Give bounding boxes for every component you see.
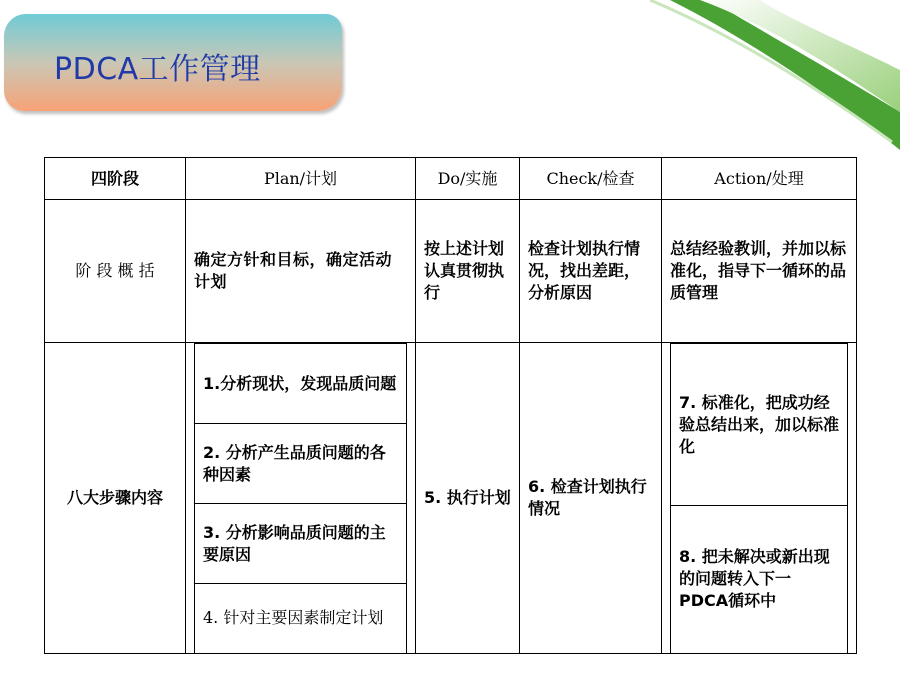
overview-check: 检查计划执行情况，找出差距，分析原因 (520, 200, 662, 343)
steps-label: 八大步骤内容 (45, 343, 186, 654)
steps-row (45, 343, 857, 654)
plan-step-2: 2. 分析产生品质问题的各种因素 (195, 424, 407, 504)
overview-action: 总结经验教训，并加以标准化，指导下一循环的品质管理 (662, 200, 857, 343)
action-step-7: 7. 标准化，把成功经验总结出来，加以标准化 (671, 344, 848, 506)
header-check: Check/检查 (520, 158, 662, 200)
steps-do: 5. 执行计划 (416, 343, 520, 654)
steps-check: 6. 检查计划执行情况 (520, 343, 662, 654)
header-action: Action/处理 (662, 158, 857, 200)
header-plan: Plan/计划 (186, 158, 416, 200)
overview-label: 阶 段 概 括 (45, 200, 186, 343)
plan-step-1: 1.分析现状，发现品质问题 (195, 344, 407, 424)
plan-step-4: 4. 针对主要因素制定计划 (195, 584, 407, 653)
page-title: PDCA工作管理 (54, 52, 261, 87)
decorative-page-curl (630, 0, 900, 150)
title-banner (4, 14, 342, 111)
steps-plan-cell (186, 343, 416, 654)
overview-row (45, 200, 857, 343)
steps-action-cell (662, 343, 857, 654)
overview-do: 按上述计划认真贯彻执行 (416, 200, 520, 343)
header-row (45, 158, 857, 200)
header-do: Do/实施 (416, 158, 520, 200)
plan-steps-list (194, 343, 407, 653)
overview-plan: 确定方针和目标，确定活动计划 (186, 200, 416, 343)
pdca-table (44, 157, 857, 654)
header-stages: 四阶段 (45, 158, 186, 200)
action-step-8: 8. 把未解决或新出现的问题转入下一PDCA循环中 (671, 506, 848, 653)
action-steps-list (670, 343, 848, 653)
plan-step-3: 3. 分析影响品质问题的主要原因 (195, 504, 407, 584)
